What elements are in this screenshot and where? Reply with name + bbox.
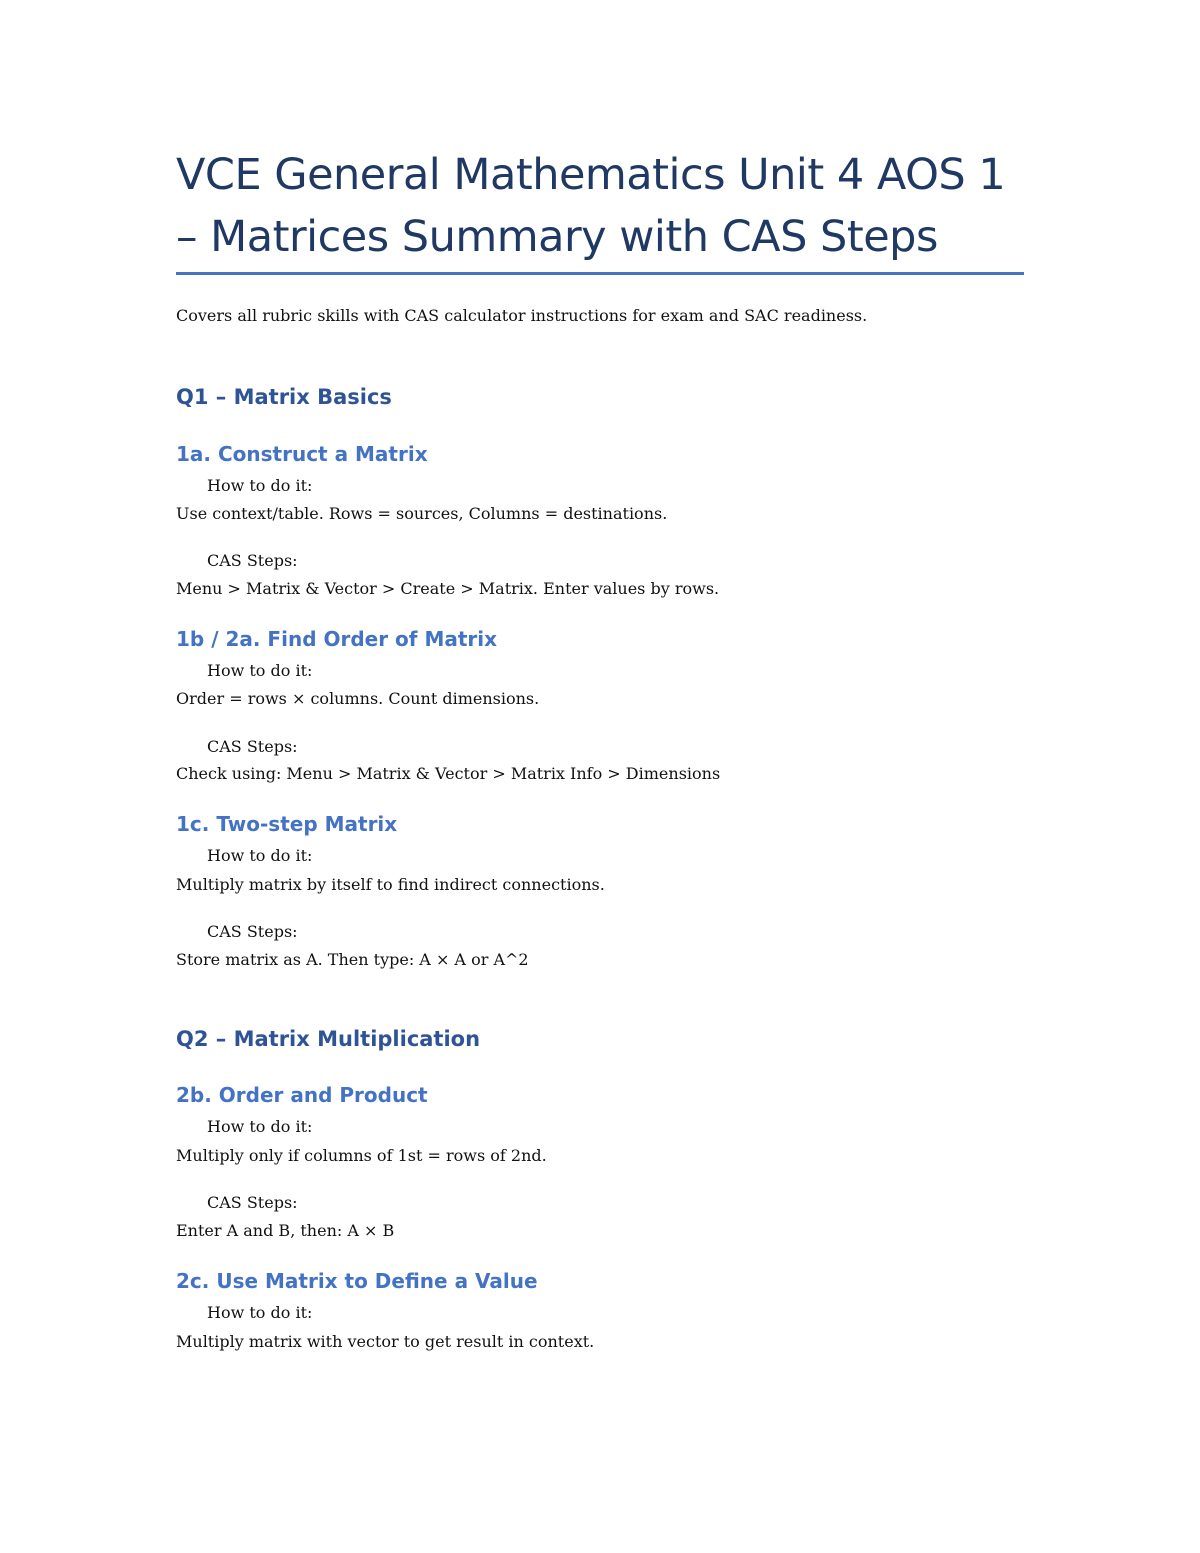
section-heading-q1: Q1 – Matrix Basics [176, 385, 392, 409]
section-heading-q2: Q2 – Matrix Multiplication [176, 1027, 481, 1051]
how-label: How to do it: [207, 846, 313, 865]
how-label: How to do it: [207, 476, 313, 495]
subsection-heading-2b: 2b. Order and Product [176, 1083, 428, 1107]
cas-text: Menu > Matrix & Vector > Create > Matrix. Enter values by rows. [176, 579, 720, 598]
cas-label: CAS Steps: [207, 1193, 298, 1212]
how-text: Multiply matrix with vector to get result in context. [176, 1332, 595, 1351]
cas-text: Store matrix as A. Then type: A × A or A^2 [176, 950, 529, 969]
how-label: How to do it: [207, 1303, 313, 1322]
intro-paragraph: Covers all rubric skills with CAS calculator instructions for exam and SAC readiness. [176, 306, 868, 325]
subsection-heading-1a: 1a. Construct a Matrix [176, 442, 428, 466]
subsection-heading-1c: 1c. Two-step Matrix [176, 812, 398, 836]
cas-label: CAS Steps: [207, 551, 298, 570]
cas-label: CAS Steps: [207, 922, 298, 941]
cas-label: CAS Steps: [207, 737, 298, 756]
cas-text: Enter A and B, then: A × B [176, 1221, 395, 1240]
subsection-heading-1b-2a: 1b / 2a. Find Order of Matrix [176, 627, 498, 651]
document-title [176, 144, 1024, 268]
how-text: Multiply matrix by itself to find indirect connections. [176, 875, 605, 894]
how-label: How to do it: [207, 661, 313, 680]
subsection-heading-2c: 2c. Use Matrix to Define a Value [176, 1269, 538, 1293]
document-title-line-2: – Matrices Summary with CAS Steps [176, 212, 938, 262]
how-text: Use context/table. Rows = sources, Columns = destinations. [176, 504, 668, 523]
document-title-line-1: VCE General Mathematics Unit 4 AOS 1 [176, 150, 1006, 200]
how-label: How to do it: [207, 1117, 313, 1136]
cas-text: Check using: Menu > Matrix & Vector > Matrix Info > Dimensions [176, 764, 721, 783]
how-text: Order = rows × columns. Count dimensions. [176, 689, 540, 708]
title-underline [176, 272, 1024, 275]
how-text: Multiply only if columns of 1st = rows of 2nd. [176, 1146, 547, 1165]
